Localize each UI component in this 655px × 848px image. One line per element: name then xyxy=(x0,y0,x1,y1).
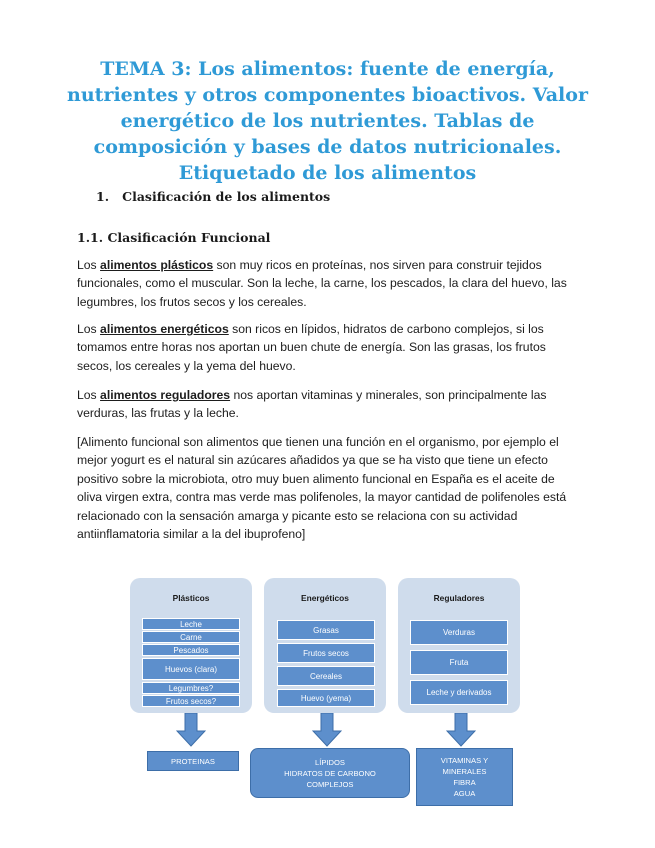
item-grasas: Grasas xyxy=(277,620,375,640)
item-carne: Carne xyxy=(142,631,240,643)
result-reguladores xyxy=(416,748,513,806)
term-alimentos-energeticos: alimentos energéticos xyxy=(100,322,229,336)
result-line: LÍPIDOS xyxy=(315,757,345,767)
result-line: AGUA xyxy=(453,789,476,798)
paragraph-reguladores xyxy=(77,386,580,423)
item-legumbres: Legumbres? xyxy=(142,682,240,694)
section-heading-text: Clasificación de los alimentos xyxy=(122,189,331,204)
panel-title-reguladores: Reguladores xyxy=(433,593,485,603)
arrow-down-icon xyxy=(446,713,476,747)
paragraph-plasticos xyxy=(77,256,580,311)
term-alimentos-reguladores: alimentos reguladores xyxy=(100,388,231,402)
panel-plasticos xyxy=(130,578,252,713)
arrow-down-icon xyxy=(176,713,206,747)
item-frutos-secos-energeticos: Frutos secos xyxy=(277,643,375,663)
item-frutos-secos: Frutos secos? xyxy=(142,695,240,707)
subsection-heading: 1.1. Clasificación Funcional xyxy=(77,230,271,245)
paragraph-lead: Los xyxy=(77,388,101,402)
item-verduras: Verduras xyxy=(410,620,508,645)
result-line: FIBRA xyxy=(453,778,476,787)
result-proteinas: PROTEINAS xyxy=(147,751,239,771)
paragraph-body: nos aportan vitaminas y minerales, son principalmente las verduras, las frutas y la leche. xyxy=(77,388,547,421)
paragraph-body: son ricos en lípidos, hidratos de carbono complejos, si los tomamos entre horas nos aportan un buen chute de energía. Son las grasas, los frutos secos, los cereales y la yema del huevo. xyxy=(77,322,546,373)
panel-title-energeticos: Energéticos xyxy=(301,593,349,603)
item-huevo-yema: Huevo (yema) xyxy=(277,689,375,707)
paragraph-body: son muy ricos en proteínas, nos sirven para construir tejidos funcionales, como el muscular. Son la leche, la carne, los pescados, la clara del huevo, las legumbres, los frutos secos y los cereales. xyxy=(77,258,567,309)
result-energeticos xyxy=(250,748,410,798)
panel-energeticos xyxy=(264,578,386,713)
item-fruta: Fruta xyxy=(410,650,508,675)
paragraph-lead: Los xyxy=(77,258,101,272)
item-pescados: Pescados xyxy=(142,644,240,656)
result-line: HIDRATOS DE CARBONO xyxy=(284,768,376,778)
section-number: 1. xyxy=(96,189,110,204)
section-heading xyxy=(96,189,330,204)
page-title: TEMA 3: Los alimentos: fuente de energía, nutrientes y otros componentes bioactivos. Valor energético de los nutrientes. Tablas de composición y bases de datos nutricionales. Etiquetado de los alimentos xyxy=(67,58,588,184)
arrow-down-icon xyxy=(312,713,342,747)
result-line: VITAMINAS Y xyxy=(440,756,489,765)
item-huevos-clara: Huevos (clara) xyxy=(142,658,240,680)
paragraph-alimento-funcional: [Alimento funcional son alimentos que tienen una función en el organismo, por ejemplo el mejor yogurt es el natural sin azúcares añadidos ya que se ha visto que tiene un efecto positivo sobre la microbiota, otro muy buen alimento funcional en España es el aceite de oliva virgen extra, contra mas verde mas polifenoles, la mayor cantidad de polifenoles está relacionado con la sensación amarga y picante esto se relaciona con su actividad antiinflamatoria similar a la del ibuprofeno] xyxy=(77,435,567,542)
item-leche-derivados: Leche y derivados xyxy=(410,680,508,705)
paragraph-lead: Los xyxy=(77,322,101,336)
result-line: COMPLEJOS xyxy=(306,779,354,789)
result-line: MINERALES xyxy=(442,767,487,776)
item-leche: Leche xyxy=(142,618,240,630)
panel-reguladores xyxy=(398,578,520,713)
panel-title-plasticos: Plásticos xyxy=(172,593,210,603)
item-cereales: Cereales xyxy=(277,666,375,686)
term-alimentos-plasticos: alimentos plásticos xyxy=(100,258,214,272)
paragraph-energeticos xyxy=(77,320,580,375)
